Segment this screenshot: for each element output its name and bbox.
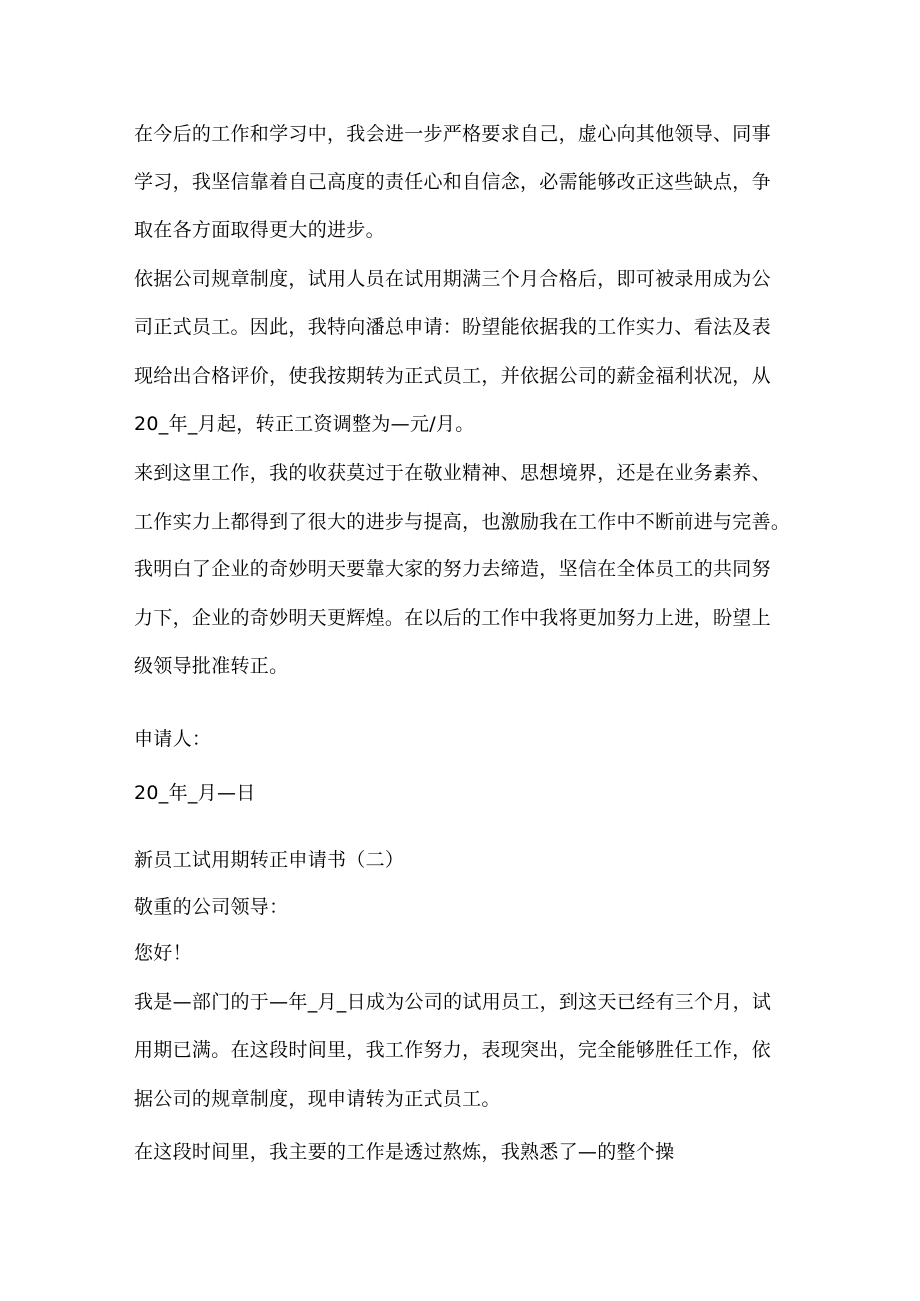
text-line: 在今后的工作和学习中，我会进一步严格要求自己，虚心向其他领导、同事: [134, 123, 771, 145]
text-line: 取在各方面取得更大的进步。: [134, 219, 385, 241]
text-line: 力下，企业的奇妙明天更辉煌。在以后的工作中我将更加努力上进，盼望上: [134, 607, 771, 629]
text-line: 依据公司规章制度，试用人员在试用期满三个月合格后，即可被录用成为公: [134, 268, 771, 290]
text-line: 司正式员工。因此，我特向潘总申请：盼望能依据我的工作实力、看法及表: [134, 316, 771, 338]
text-line: 用期已满。在这段时间里，我工作努力，表现突出，完全能够胜任工作，依: [134, 1039, 771, 1061]
text-line: 20_年_月起，转正工资调整为—元/月。: [134, 413, 475, 435]
text-line: 我是—部门的于—年_月_日成为公司的试用员工，到这天已经有三个月，试: [134, 991, 772, 1013]
text-line: 来到这里工作，我的收获莫过于在敬业精神、思想境界，还是在业务素养、: [134, 462, 771, 484]
section-title: 新员工试用期转正申请书（二）: [134, 849, 405, 871]
signature-label: 申请人：: [134, 728, 212, 750]
text-line: 现给出合格评价，使我按期转为正式员工，并依据公司的薪金福利状况，从: [134, 365, 771, 387]
text-line: 学习，我坚信靠着自己高度的责任心和自信念，必需能够改正这些缺点，争: [134, 171, 771, 193]
text-line: 据公司的规章制度，现申请转为正式员工。: [134, 1088, 501, 1110]
salutation: 敬重的公司领导：: [134, 896, 289, 918]
date-line: 20_年_月—日: [134, 782, 256, 804]
greeting: 您好！: [134, 942, 192, 964]
text-line: 级领导批准转正。: [134, 655, 289, 677]
text-line: 我明白了企业的奇妙明天要靠大家的努力去缔造，坚信在全体员工的共同努: [134, 558, 771, 580]
text-line: 工作实力上都得到了很大的进步与提高，也激励我在工作中不断前进与完善。: [134, 511, 791, 533]
text-line: 在这段时间里，我主要的工作是透过熬炼，我熟悉了—的整个操: [134, 1141, 675, 1163]
